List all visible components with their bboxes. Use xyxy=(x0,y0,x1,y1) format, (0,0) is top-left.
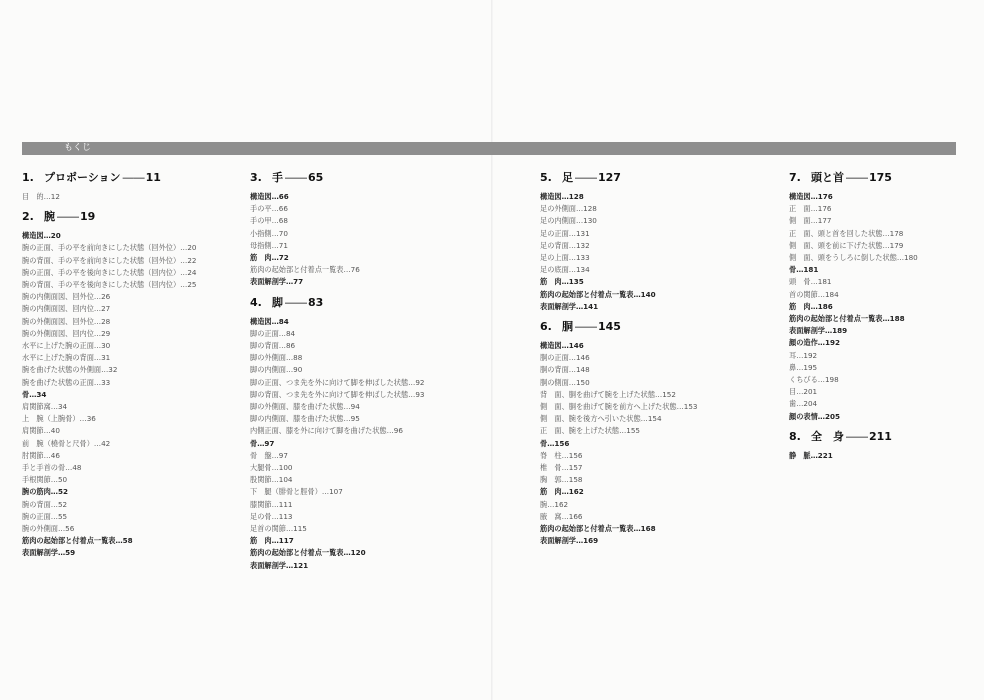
chapter-number: 3. xyxy=(250,171,262,184)
toc-entry[interactable]: 足の底面…134 xyxy=(540,265,590,275)
toc-section-entry[interactable]: 骨…181 xyxy=(789,265,819,275)
toc-entry[interactable]: 肘関節…46 xyxy=(22,450,60,460)
toc-entry[interactable]: 足首の関節…115 xyxy=(250,524,307,534)
chapter-page: 11 xyxy=(145,171,161,184)
toc-entry[interactable]: 筋肉の起始部と付着点一覧表…76 xyxy=(250,265,360,275)
toc-entry[interactable]: 骨 盤…97 xyxy=(250,450,288,460)
chapter-name: 脚 xyxy=(272,295,283,309)
toc-entry[interactable]: 腕の正面、手の平を前向きにした状態（回外位）…20 xyxy=(22,243,197,253)
toc-entry[interactable]: くちびる…198 xyxy=(789,375,839,385)
toc-section-entry[interactable]: 表面解剖学…189 xyxy=(789,326,848,336)
toc-section-entry[interactable]: 構造図…84 xyxy=(250,316,289,326)
toc-entry[interactable]: 胸 郭…158 xyxy=(540,475,583,485)
toc-entry[interactable]: 脚の背面…86 xyxy=(250,341,296,351)
toc-entry[interactable]: 椎 骨…157 xyxy=(540,463,583,473)
toc-entry[interactable]: 足の背面…132 xyxy=(540,240,590,250)
toc-section-entry[interactable]: 顔の表情…205 xyxy=(789,411,840,421)
toc-entry[interactable]: 脚の内側面、膝を曲げた状態…95 xyxy=(250,414,360,424)
toc-entry[interactable]: 背 面、胴を曲げて腕を上げた状態…152 xyxy=(540,389,676,399)
toc-entry[interactable]: 足の正面…131 xyxy=(540,228,590,238)
toc-entry[interactable]: 小指側…70 xyxy=(250,228,288,238)
toc-entry[interactable]: 手の平…66 xyxy=(250,204,288,214)
toc-entry[interactable]: 足の外側面…128 xyxy=(540,204,597,214)
toc-entry[interactable]: 前 腕（橈骨と尺骨）…42 xyxy=(22,438,111,448)
toc-entry[interactable]: 大腿骨…100 xyxy=(250,463,293,473)
toc-column xyxy=(22,170,196,560)
toc-entry[interactable]: 腕の外側面図、回内位…29 xyxy=(22,328,111,338)
toc-entry[interactable]: 脚の正面…84 xyxy=(250,328,296,338)
toc-column xyxy=(540,170,697,547)
toc-entry[interactable]: 脚の背面、つま先を外に向けて脚を伸ばした状態…93 xyxy=(250,389,425,399)
chapter-dash: ―― xyxy=(285,295,307,309)
toc-section-entry[interactable]: 顔の造作…192 xyxy=(789,338,840,348)
toc-section-entry[interactable]: 表面解剖学…77 xyxy=(250,277,304,287)
chapter-name: 手 xyxy=(272,171,283,184)
toc-entry[interactable]: 腋 窩…166 xyxy=(540,511,583,521)
toc-entry[interactable]: 上 腕（上腕骨）…36 xyxy=(22,414,96,424)
toc-entry[interactable]: 脚の外側面…88 xyxy=(250,353,303,363)
book-spine xyxy=(491,0,493,700)
toc-entry[interactable]: 腕の背面、手の平を後向きにした状態（回内位）…25 xyxy=(22,280,197,290)
toc-entry[interactable]: 肩関節…40 xyxy=(22,426,60,436)
toc-entry[interactable]: 正 面…176 xyxy=(789,204,832,214)
chapter-number: 2. xyxy=(22,210,34,224)
toc-section-entry[interactable]: 筋 肉…162 xyxy=(540,487,584,497)
toc-entry[interactable]: 腕の内側面図、回外位…26 xyxy=(22,292,111,302)
toc-entry[interactable]: 正 面、腕を上げた状態…155 xyxy=(540,426,640,436)
toc-section-entry[interactable]: 腕の筋肉…52 xyxy=(22,487,68,497)
toc-entry[interactable]: 手と手首の骨…48 xyxy=(22,463,82,473)
toc-entry[interactable]: 脚の内側面…90 xyxy=(250,365,303,375)
toc-entry[interactable]: 目 的…12 xyxy=(22,192,60,201)
toc-entry[interactable]: 側 面、頭をうしろに倒した状態…180 xyxy=(789,253,918,263)
toc-entry[interactable]: 母指側…71 xyxy=(250,240,288,250)
chapter-page: 175 xyxy=(869,171,892,184)
toc-column xyxy=(250,170,424,572)
toc-entry[interactable]: 腕…162 xyxy=(540,499,569,509)
chapter-dash: ―― xyxy=(285,171,307,184)
toc-section-entry[interactable]: 筋肉の起始部と付着点一覧表…168 xyxy=(540,524,656,534)
chapter-dash: ―― xyxy=(575,320,597,334)
toc-section-entry[interactable]: 骨…97 xyxy=(250,438,275,448)
toc-section-entry[interactable]: 骨…34 xyxy=(22,389,47,399)
toc-section-entry[interactable]: 表面解剖学…59 xyxy=(22,548,76,558)
toc-section-entry[interactable]: 表面解剖学…169 xyxy=(540,536,599,546)
page-title: もくじ xyxy=(64,143,92,153)
toc-entry[interactable]: 腕の外側面図、回外位…28 xyxy=(22,316,111,326)
toc-entry[interactable]: 歯…204 xyxy=(789,399,818,409)
toc-entry[interactable]: 脚の正面、つま先を外に向けて脚を伸ばした状態…92 xyxy=(250,377,425,387)
toc-section-entry[interactable]: 骨…156 xyxy=(540,438,570,448)
toc-entry[interactable]: 腕の背面、手の平を前向きにした状態（回外位）…22 xyxy=(22,255,197,265)
chapter-heading[interactable] xyxy=(540,170,697,186)
toc-entry[interactable]: 足の骨…113 xyxy=(250,511,293,521)
chapter-name: 頭と首 xyxy=(811,171,844,184)
toc-entry[interactable]: 側 面、頭を前に下げた状態…179 xyxy=(789,240,904,250)
chapter-page: 83 xyxy=(308,295,324,309)
toc-entry[interactable]: 胴の正面…146 xyxy=(540,353,590,363)
toc-section-entry[interactable]: 筋 肉…186 xyxy=(789,301,833,311)
chapter-heading[interactable] xyxy=(789,429,918,445)
chapter-number: 6. xyxy=(540,320,552,334)
toc-entry[interactable]: 手根関節…50 xyxy=(22,475,68,485)
chapter-heading[interactable] xyxy=(250,170,424,186)
chapter-number: 7. xyxy=(789,171,801,184)
toc-entry[interactable]: 内側正面、膝を外に向けて脚を曲げた状態…96 xyxy=(250,426,403,436)
toc-entry[interactable]: 正 面、頭と首を回した状態…178 xyxy=(789,228,904,238)
toc-section-entry[interactable]: 構造図…20 xyxy=(22,231,61,241)
toc-entry[interactable]: 首の関節…184 xyxy=(789,289,839,299)
toc-entry[interactable]: 脊 柱…156 xyxy=(540,450,583,460)
toc-section-entry[interactable]: 筋肉の起始部と付着点一覧表…188 xyxy=(789,314,905,324)
chapter-page: 145 xyxy=(598,320,621,334)
toc-section-entry[interactable]: 筋肉の起始部と付着点一覧表…140 xyxy=(540,289,656,299)
toc-entry[interactable]: 側 面、胴を曲げて腕を前方へ上げた状態…153 xyxy=(540,402,698,412)
chapter-dash: ―― xyxy=(846,429,868,443)
chapter-heading[interactable] xyxy=(250,295,424,311)
toc-section-entry[interactable]: 表面解剖学…141 xyxy=(540,301,599,311)
toc-entry[interactable]: 肩関節窩…34 xyxy=(22,402,68,412)
chapter-heading[interactable] xyxy=(789,170,918,186)
chapter-heading[interactable] xyxy=(22,209,196,225)
toc-column xyxy=(789,170,918,462)
chapter-name: 全 身 xyxy=(811,429,844,443)
toc-entry[interactable]: 足の内側面…130 xyxy=(540,216,597,226)
toc-entry[interactable]: 側 面…177 xyxy=(789,216,832,226)
toc-entry[interactable]: 水平に上げた腕の正面…30 xyxy=(22,341,111,351)
chapter-page: 127 xyxy=(598,171,621,184)
toc-entry[interactable]: 水平に上げた腕の背面…31 xyxy=(22,353,111,363)
toc-section-entry[interactable]: 筋 肉…135 xyxy=(540,277,584,287)
toc-entry[interactable]: 腕の外側面…56 xyxy=(22,524,75,534)
chapter-dash: ―― xyxy=(57,210,79,224)
toc-entry[interactable]: 膝関節…111 xyxy=(250,499,293,509)
chapter-name: 腕 xyxy=(44,210,55,224)
chapter-heading[interactable] xyxy=(22,170,196,186)
toc-entry[interactable]: 腕の正面…55 xyxy=(22,511,68,521)
toc-section-entry[interactable]: 構造図…128 xyxy=(540,192,584,201)
toc-entry[interactable]: 腕の内側面図、回内位…27 xyxy=(22,304,111,314)
chapter-name: 胴 xyxy=(562,320,573,334)
toc-section-entry[interactable]: 構造図…66 xyxy=(250,192,289,201)
chapter-dash: ―― xyxy=(846,171,868,184)
toc-entry[interactable]: 足の上面…133 xyxy=(540,253,590,263)
toc-section-entry[interactable]: 筋肉の起始部と付着点一覧表…58 xyxy=(22,536,133,546)
toc-section-entry[interactable]: 筋 肉…117 xyxy=(250,536,294,546)
toc-section-entry[interactable]: 筋肉の起始部と付着点一覧表…120 xyxy=(250,548,366,558)
toc-section-entry[interactable]: 構造図…146 xyxy=(540,341,584,351)
chapter-name: プロポーション xyxy=(44,171,121,184)
toc-entry[interactable]: 頭 骨…181 xyxy=(789,277,832,287)
chapter-number: 8. xyxy=(789,429,801,443)
toc-entry[interactable]: 下 腿（腓骨と脛骨）…107 xyxy=(250,487,343,497)
toc-section-entry[interactable]: 表面解剖学…121 xyxy=(250,560,309,570)
toc-entry[interactable]: 胴の側面…150 xyxy=(540,377,590,387)
toc-entry[interactable]: 鼻…195 xyxy=(789,362,818,372)
chapter-page: 65 xyxy=(308,171,324,184)
toc-entry[interactable]: 腕を曲げた状態の外側面…32 xyxy=(22,365,118,375)
chapter-dash: ―― xyxy=(122,171,145,184)
toc-entry[interactable]: 目…201 xyxy=(789,387,818,397)
chapter-heading[interactable] xyxy=(540,319,697,335)
header-bar xyxy=(22,142,956,155)
toc-entry[interactable]: 手の甲…68 xyxy=(250,216,288,226)
toc-entry[interactable]: 側 面、腕を後方へ引いた状態…154 xyxy=(540,414,662,424)
chapter-number: 1. xyxy=(22,171,34,184)
toc-entry[interactable]: 脚の外側面、膝を曲げた状態…94 xyxy=(250,402,360,412)
toc-entry[interactable]: 胴の背面…148 xyxy=(540,365,590,375)
toc-entry[interactable]: 耳…192 xyxy=(789,350,818,360)
chapter-name: 足 xyxy=(562,171,573,184)
toc-entry[interactable]: 腕を曲げた状態の正面…33 xyxy=(22,377,111,387)
chapter-number: 5. xyxy=(540,171,552,184)
toc-section-entry[interactable]: 筋 肉…72 xyxy=(250,253,289,263)
toc-entry[interactable]: 股関節…104 xyxy=(250,475,293,485)
chapter-page: 19 xyxy=(80,210,96,224)
toc-entry[interactable]: 腕の正面、手の平を後向きにした状態（回内位）…24 xyxy=(22,267,197,277)
chapter-number: 4. xyxy=(250,295,262,309)
chapter-dash: ―― xyxy=(575,171,597,184)
toc-section-entry[interactable]: 構造図…176 xyxy=(789,192,833,201)
toc-section-entry[interactable]: 静 脈…221 xyxy=(789,450,833,460)
chapter-page: 211 xyxy=(869,429,892,443)
toc-entry[interactable]: 腕の背面…52 xyxy=(22,499,68,509)
